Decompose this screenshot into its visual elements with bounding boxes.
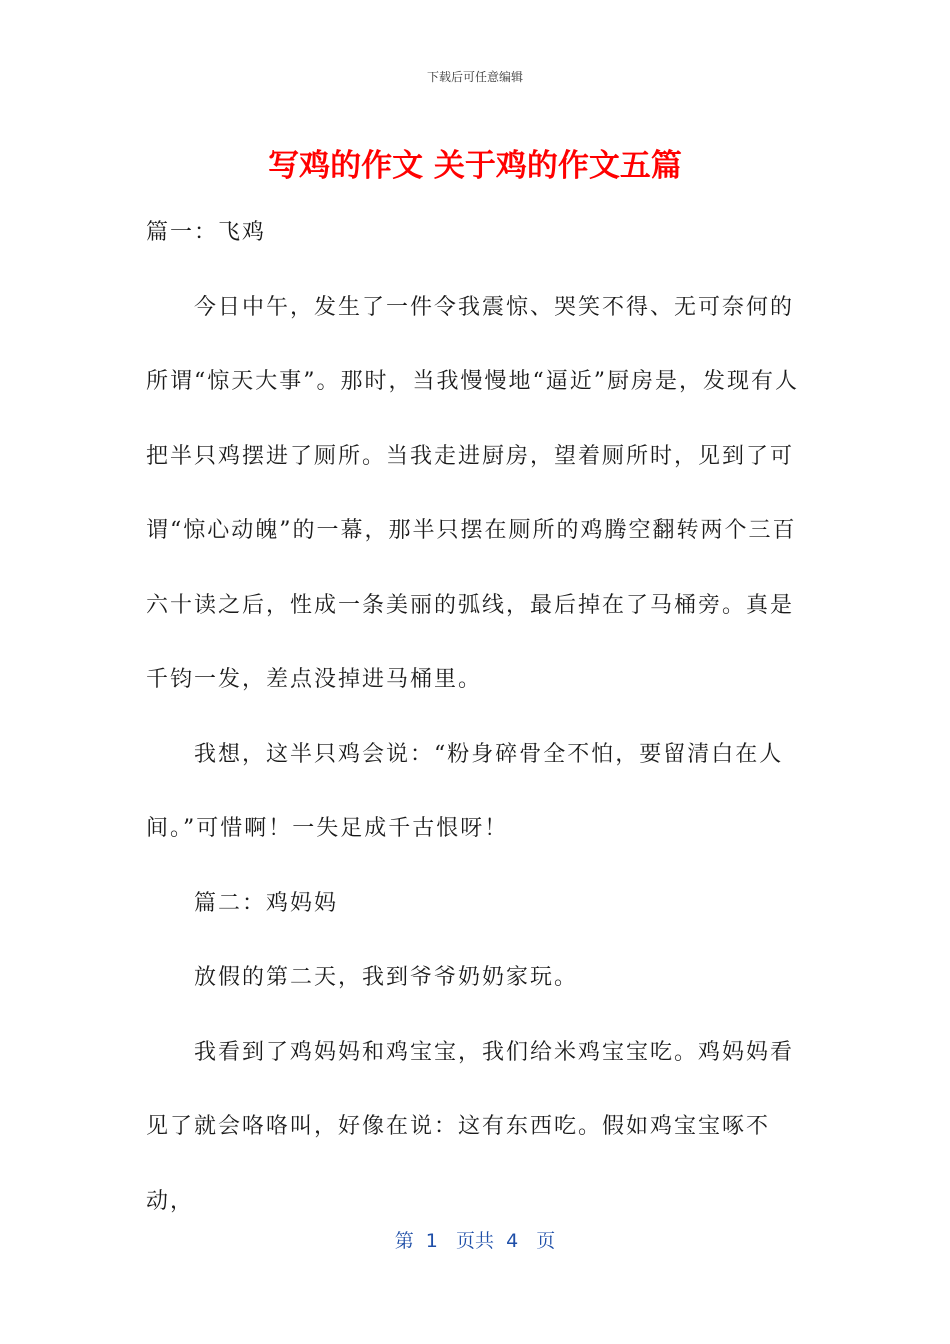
section-heading-1: 篇一：飞鸡 <box>146 220 267 245</box>
paragraph: 我想，这半只鸡会说：“粉身碎骨全不怕，要留清白在人间。”可惜啊！一失足成千古恨呀！ <box>146 741 784 841</box>
page-number-footer: 第 1 页共 4 页 <box>394 1230 556 1252</box>
document-title: 写鸡的作文 关于鸡的作文五篇 <box>268 148 682 184</box>
header-note: 下载后可任意编辑 <box>426 70 523 84</box>
paragraph: 我看到了鸡妈妈和鸡宝宝，我们给米鸡宝宝吃。鸡妈妈看见了就会咯咯叫，好像在说：这有东西吃。假如鸡宝宝啄不动， <box>146 1039 795 1214</box>
paragraph: 今日中午，发生了一件令我震惊、哭笑不得、无可奈何的所谓“惊天大事”。那时，当我慢慢地“逼近”厨房是，发现有人把半只鸡摆进了厕所。当我走进厨房，望着厕所时，见到了可谓“惊心动魄”的一幕，那半只摆在厕所的鸡腾空翻转两个三百六十读之后，性成一条美丽的弧线，最后掉在了马桶旁。真是千钧一发，差点没掉进马桶里。 <box>146 294 799 692</box>
section-heading-2: 篇二：鸡妈妈 <box>194 890 339 916</box>
document-body <box>146 196 816 1239</box>
paragraph: 放假的第二天，我到爷爷奶奶家玩。 <box>194 965 579 990</box>
